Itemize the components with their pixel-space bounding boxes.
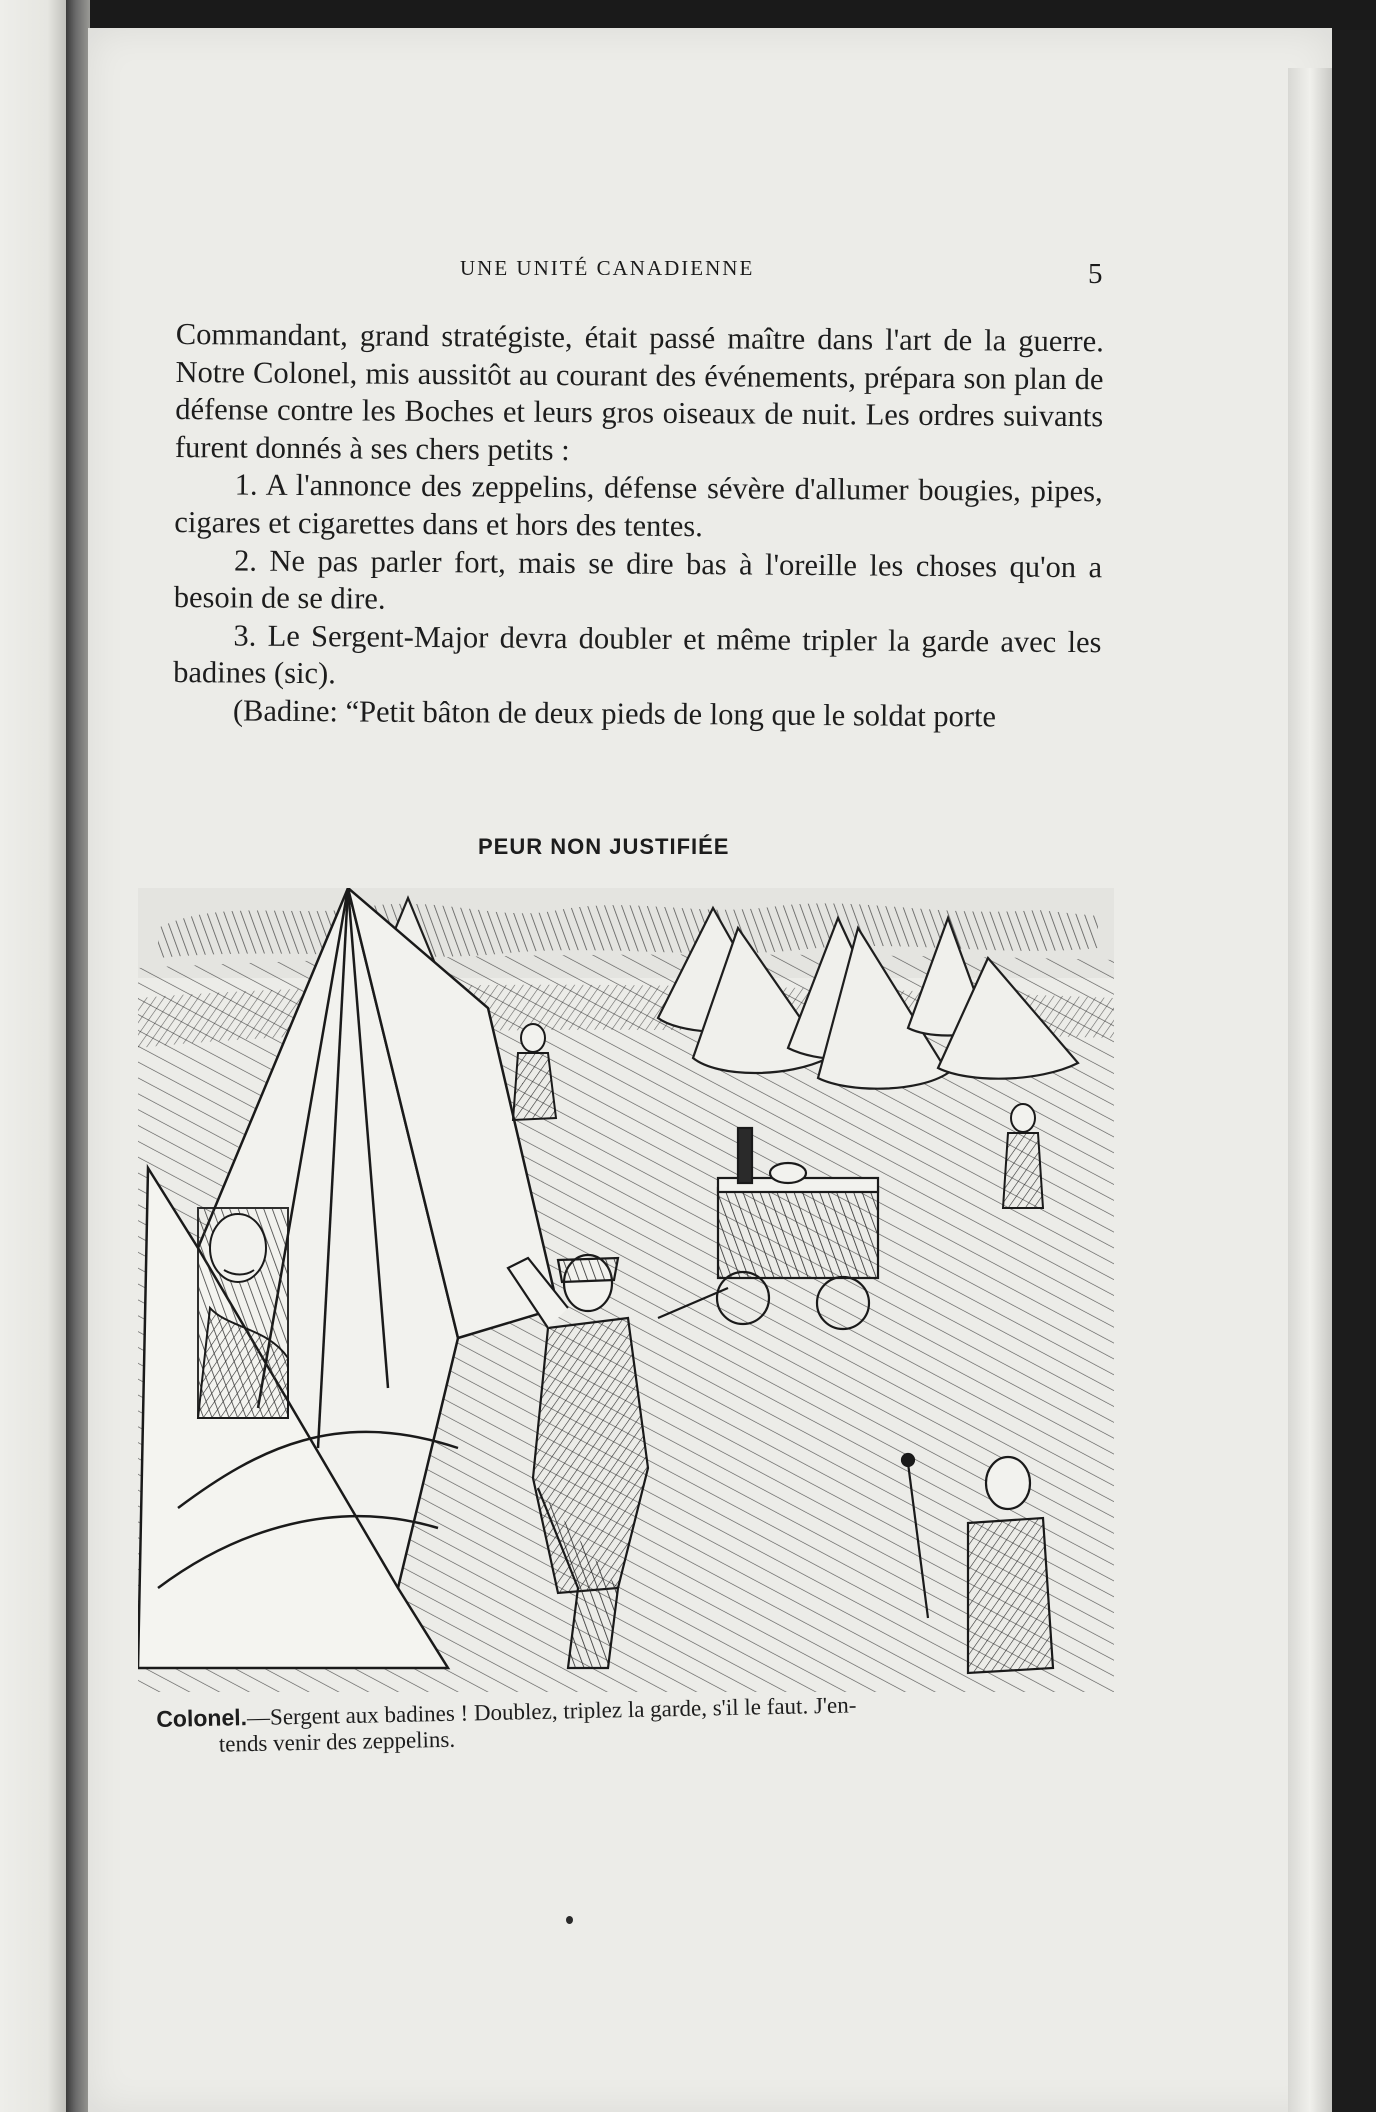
running-head: UNE UNITÉ CANADIENNE — [460, 256, 755, 280]
body-text — [173, 316, 1104, 737]
page-number: 5 — [1088, 258, 1103, 290]
figure-title: PEUR NON JUSTIFIÉE — [478, 834, 730, 859]
order-3: 3. Le Sergent-Major devra doubler et même tripler la garde avec les badines (sic). — [173, 618, 1102, 691]
caption-speaker: Colonel. — [156, 1704, 248, 1732]
illustration-camp-scene — [138, 888, 1114, 1692]
page-stack-edge — [1288, 68, 1332, 2112]
order-2: 2. Ne pas parler fort, mais se dire bas à l'oreille les choses qu'on a besoin de se dire. — [173, 543, 1103, 616]
left-page-edge — [0, 0, 68, 2112]
badine-definition: (Badine: “Petit bâton de deux pieds de long que le soldat porte — [232, 693, 997, 734]
paragraph-commandant: Commandant, grand stratégiste, était passé maître dans l'art de la guerre. Notre Colonel, mis aussitôt au courant des événements, prépara son plan de défense contre les Boches et leurs gros oiseaux de nuit. Les ordres suivants furent donnés à ses chers petits : — [174, 316, 1104, 467]
page-speck — [566, 1916, 573, 1924]
order-1: 1. A l'annonce des zeppelins, défense sévère d'allumer bougies, pipes, cigares et cigarettes dans et hors des tentes. — [174, 467, 1103, 544]
colonel-figure — [198, 1208, 288, 1418]
book-gutter — [66, 0, 90, 2112]
caption-line-1: —Sergent aux badines ! Doublez, triplez la garde, s'il le faut. J'en- — [246, 1692, 857, 1731]
scan-top-border — [0, 0, 1376, 30]
caption-line-2: tends venir des zeppelins. — [218, 1726, 456, 1757]
